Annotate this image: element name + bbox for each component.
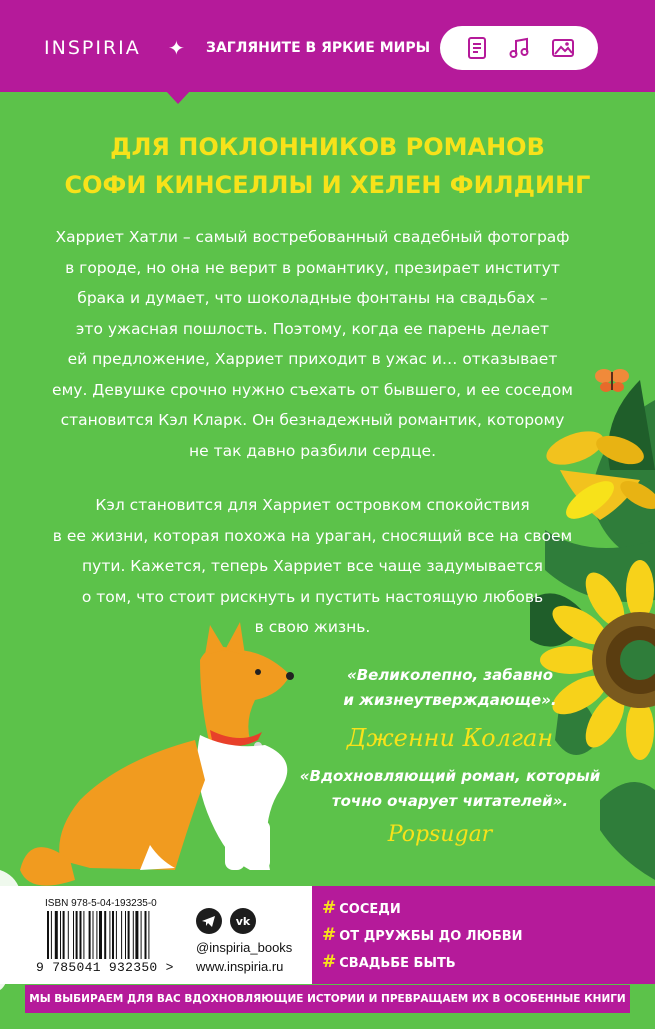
description-line: не так давно разбили сердце. — [188, 441, 437, 460]
description-line: Харриет Хатли – самый востребованный свадебный фотограф — [55, 228, 570, 246]
description-paragraph-2 — [30, 490, 595, 643]
isbn-digits: 9 785041 932350 > — [36, 960, 174, 975]
description-line: о том, что стоит рискнуть и пустить настоящую любовь — [81, 587, 544, 606]
hashtag-3: # СВАДЬБЕ БЫТЬ — [322, 952, 456, 972]
headline — [0, 128, 655, 204]
isbn-label: ISBN 978-5-04-193235-0 — [45, 898, 157, 909]
hashtags-panel — [312, 886, 655, 984]
top-banner-notch — [165, 90, 191, 104]
hashtag-2: # ОТ ДРУЖБЫ ДО ЛЮБВИ — [322, 925, 523, 945]
quote-line: «Вдохновляющий роман, который — [299, 767, 601, 785]
description-paragraph-1 — [30, 222, 595, 466]
description-line: становится Кэл Кларк. Он безнадежный романтик, которому — [60, 411, 565, 429]
headline-line-2: СОФИ КИНСЕЛЛЫ И ХЕЛЕН ФИЛДИНГ — [64, 171, 591, 199]
quote-author-1: Дженни Колган — [346, 724, 554, 752]
description-line: в городе, но она не верит в романтику, презирает институт — [65, 258, 560, 277]
quote-line: «Великолепно, забавно — [346, 666, 554, 684]
description-line: это ужасная пошлость. Поэтому, когда ее парень делает — [75, 319, 550, 338]
footer-slogan: МЫ ВЫБИРАЕМ ДЛЯ ВАС ВДОХНОВЛЯЮЩИЕ ИСТОРИИ И ПРЕВРАЩАЕМ ИХ В ОСОБЕННЫЕ КНИГИ — [25, 985, 630, 1013]
description-line: ей предложение, Харриет приходит в ужас и… отказывает — [67, 350, 558, 368]
description-line: Кэл становится для Харриет островком спокойствия — [95, 496, 530, 514]
description-line: пути. Кажется, теперь Харриет все чаще задумывается — [82, 557, 543, 575]
review-quote-1 — [305, 663, 595, 713]
dog-illustration — [20, 622, 294, 886]
quote-line: и жизнеутверждающе». — [343, 691, 557, 709]
image-icon — [550, 35, 576, 61]
quote-author-2: Popsugar — [387, 822, 493, 847]
svg-text:vk: vk — [235, 915, 251, 928]
vk-icon[interactable] — [230, 908, 256, 934]
ebook-icon — [464, 35, 490, 61]
sparkle-icon: ✦ — [168, 38, 185, 60]
audio-note-icon — [506, 35, 532, 61]
format-icons-pill — [440, 26, 598, 70]
social-handle[interactable]: @inspiria_books — [196, 940, 293, 955]
telegram-icon[interactable] — [196, 908, 222, 934]
headline-line-1: ДЛЯ ПОКЛОННИКОВ РОМАНОВ — [110, 133, 545, 161]
butterfly-illustration — [595, 369, 629, 392]
description-line: брака и думает, что шоколадные фонтаны на свадьбах – — [77, 289, 548, 307]
tagline: ЗАГЛЯНИТЕ В ЯРКИЕ МИРЫ — [206, 40, 431, 56]
description-line: в ее жизни, которая похожа на ураган, сносящий все на своем — [52, 526, 573, 545]
description-line: в свою жизнь. — [254, 618, 371, 636]
review-quote-2 — [295, 764, 605, 814]
hashtag-1: # СОСЕДИ — [322, 898, 401, 918]
description-line: ему. Девушке срочно нужно съехать от бывшего, и ее соседом — [52, 380, 573, 399]
publisher-logo: INSPIRIA — [44, 37, 141, 59]
website-link[interactable]: www.inspiria.ru — [196, 959, 284, 974]
quote-line: точно очарует читателей». — [331, 792, 569, 810]
barcode — [45, 911, 180, 959]
